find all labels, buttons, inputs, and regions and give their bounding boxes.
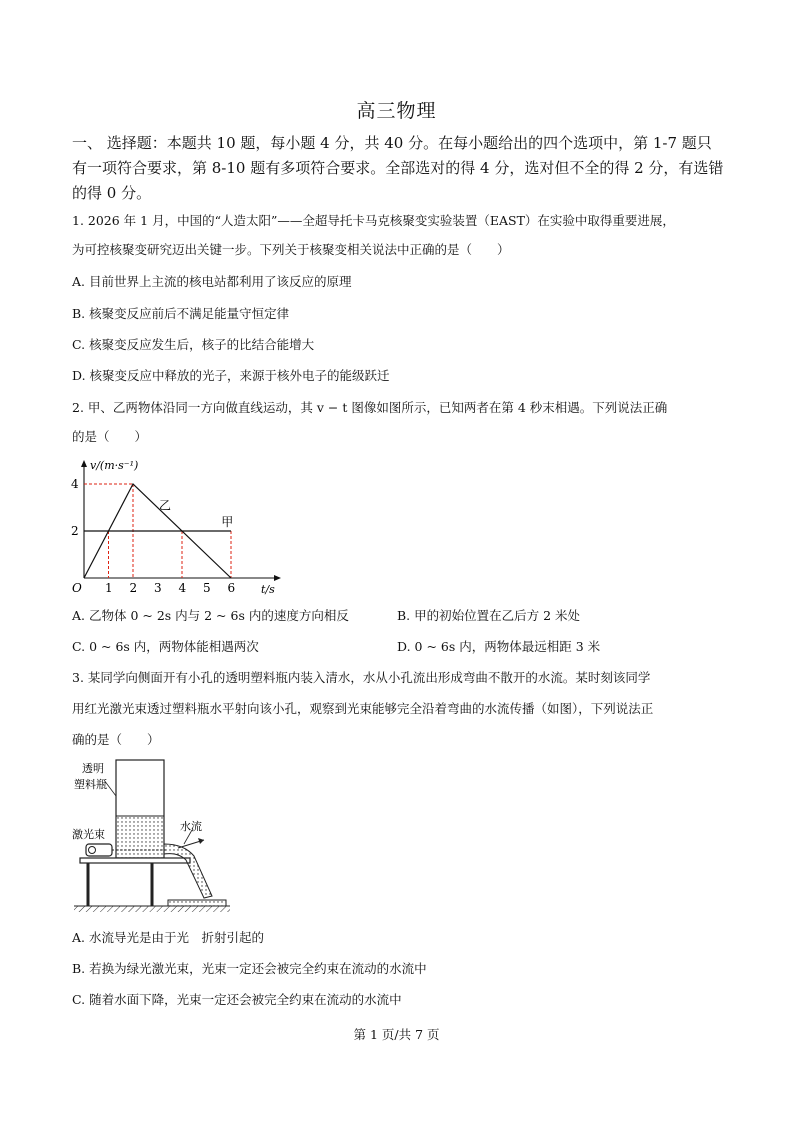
x-tick-2: 2 (129, 581, 138, 595)
table (80, 858, 190, 906)
q1-option-a: A. 目前世界上主流的核电站都利用了该反应的原理 (72, 274, 352, 289)
x-tick-5: 5 (203, 581, 211, 595)
water-stream-figure (72, 756, 232, 916)
q2-option-c: C. 0 ~ 6s 内，两物体能相遇两次 (72, 639, 259, 654)
q3-stem-line3: 确的是（ ） (72, 732, 160, 747)
basin (168, 900, 226, 906)
q2-stem-line2: 的是（ ） (72, 429, 148, 444)
q1-option-d: D. 核聚变反应中释放的光子，来源于核外电子的能级跃迁 (72, 368, 390, 383)
q2-option-b: B. 甲的初始位置在乙后方 2 米处 (397, 608, 581, 623)
y-axis-label: v/(m·s⁻¹) (90, 459, 139, 472)
x-axis-label: t/s (261, 583, 275, 596)
x-tick-6: 6 (227, 581, 236, 595)
x-tick-3: 3 (154, 581, 162, 595)
y-tick-2: 2 (71, 524, 79, 538)
q3-stem-line1: 3. 某同学向侧面开有小孔的透明塑料瓶内装入清水，水从小孔流出形成弯曲不散开的水流。某时刻该同学 (72, 670, 651, 685)
page-title: 高三物理 (356, 100, 437, 122)
page-footer: 第 1 页/共 7 页 (353, 1027, 440, 1042)
ground (74, 906, 230, 912)
label-bottle-line2: 塑料瓶 (74, 778, 107, 791)
q3-option-b: B. 若换为绿光激光束，光束一定还会被完全约束在流动的水流中 (72, 961, 427, 976)
label-bottle-line1: 透明 (82, 762, 104, 775)
x-tick-4: 4 (178, 581, 187, 595)
vt-graph (68, 456, 290, 596)
q2-option-a: A. 乙物体 0 ~ 2s 内与 2 ~ 6s 内的速度方向相反 (72, 608, 349, 623)
q1-stem-line2: 为可控核聚变研究迈出关键一步。下列关于核聚变相关说法中正确的是（ ） (72, 242, 510, 257)
origin-label: O (72, 581, 82, 595)
x-tick-1: 1 (105, 581, 113, 595)
q1-stem-line1: 1. 2026 年 1 月，中国的“人造太阳”——全超导托卡马克核聚变实验装置（EAST）在实验中取得重要进展， (72, 213, 675, 228)
water-stream (164, 838, 212, 898)
label-stream: 水流 (180, 820, 202, 833)
q2-stem-line1: 2. 甲、乙两物体沿同一方向做直线运动，其 v − t 图像如图所示，已知两者在第 4 秒末相遇。下列说法正确 (72, 400, 668, 415)
y-axis-arrow (81, 460, 87, 467)
q1-option-b: B. 核聚变反应前后不满足能量守恒定律 (72, 306, 290, 321)
y-tick-4: 4 (71, 477, 79, 491)
q3-option-c: C. 随着水面下降，光束一定还会被完全约束在流动的水流中 (72, 992, 402, 1007)
x-axis-arrow (274, 575, 281, 581)
series-label-jia: 甲 (221, 515, 234, 529)
q2-option-d: D. 0 ~ 6s 内，两物体最远相距 3 米 (397, 639, 601, 654)
q1-option-c: C. 核聚变反应发生后，核子的比结合能增大 (72, 337, 315, 352)
section-heading: 一、 选择题：本题共 10 题，每小题 4 分，共 40 分。在每小题给出的四个选项中，第 1-7 题只有一项符合要求，第 8-10 题有多项符合要求。全部选对的得 4 分，选对但不全的得 2 分，有选错的得 0 分。 (72, 134, 724, 202)
bottle (116, 760, 164, 858)
q3-option-a: A. 水流导光是由于光 折射引起的 (72, 930, 264, 945)
label-laser: 激光束 (72, 828, 105, 841)
q3-stem-line2: 用红光激光束透过塑料瓶水平射向该小孔，观察到光束能够完全沿着弯曲的水流传播（如图），下列说法正 (72, 701, 654, 716)
series-label-yi: 乙 (159, 498, 172, 513)
